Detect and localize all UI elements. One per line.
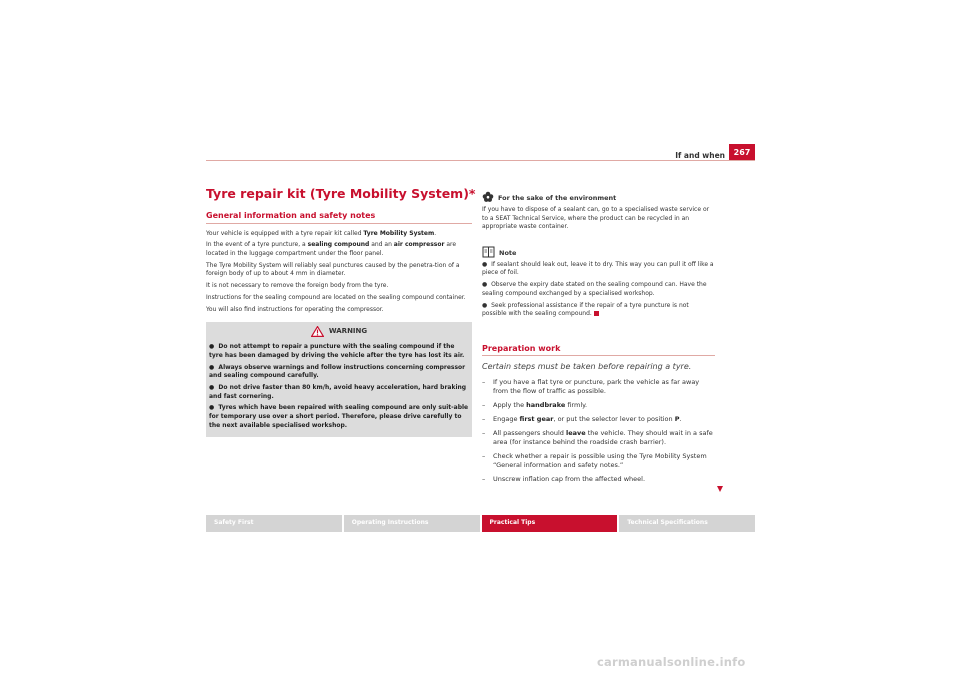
end-of-section-mark [594, 311, 599, 316]
section-subhead: Preparation work [482, 345, 715, 357]
warning-triangle-icon [311, 326, 324, 337]
step-item: – Check whether a repair is possible using the Tyre Mobility System “General information and safety notes.” [482, 451, 707, 469]
left-column [206, 212, 472, 437]
step-item: – Apply the handbrake firmly. [482, 400, 588, 409]
step-item: – Unscrew inflation cap from the affected wheel. [482, 474, 646, 483]
header-rule [206, 160, 755, 161]
warning-item: ● Always observe warnings and follow instructions concerning compressor and sealing compound carefully. [209, 363, 466, 380]
warning-heading [209, 326, 469, 337]
watermark: carmanualsonline.info [597, 655, 746, 669]
step-item: – If you have a flat tyre or puncture, park the vehicle as far away from the flow of traffic as possible. [482, 377, 700, 395]
paragraph: It is not necessary to remove the foreign body from the tyre. [206, 282, 389, 290]
environment-label: For the sake of the environment [498, 194, 617, 203]
footer-nav [206, 515, 755, 532]
note-label: Note [499, 249, 517, 258]
environment-heading [482, 191, 715, 203]
warning-item: ● Tyres which have been repaired with sealing compound are only suit-able for temporary use over a short period. Therefore, please drive carefully to the next available specialised workshop. [209, 404, 469, 429]
page-title: Tyre repair kit (Tyre Mobility System)* [206, 186, 476, 201]
step-item: – All passengers should leave the vehicle. They should wait in a safe area (for instance behind the roadside crash barrier). [482, 428, 713, 446]
warning-box [206, 322, 472, 437]
section-subhead: General information and safety notes [206, 212, 472, 224]
paragraph: Your vehicle is equipped with a tyre repair kit called Tyre Mobility System. [206, 229, 437, 237]
section-intro: Certain steps must be taken before repairing a tyre. [482, 362, 692, 372]
paragraph: In the event of a tyre puncture, a sealing compound and an air compressor are located in the luggage compartment under the floor panel. [206, 241, 457, 257]
preparation-section [482, 345, 715, 484]
warning-item: ● Do not drive faster than 80 km/h, avoid heavy acceleration, hard braking and fast cornering. [209, 384, 467, 400]
environment-flower-icon [482, 191, 494, 203]
page-number: 267 [729, 144, 755, 160]
environment-text: If you have to dispose of a sealant can, go to a specialised waste service or to a SEAT Technical Service, where the product can be recycled in an appropriate waste container. [482, 206, 710, 231]
note-item: ● Observe the expiry date stated on the sealing compound can. Have the sealing compound exchanged by a specialised workshop. [482, 281, 707, 297]
continue-arrow-icon [717, 486, 723, 492]
paragraph: The Tyre Mobility System will reliably seal punctures caused by the penetra-tion of a foreign body of up to about 4 mm in diameter. [206, 261, 460, 278]
footer-tab-technical-specifications[interactable]: Technical Specifications [619, 515, 755, 532]
note-heading [482, 246, 715, 258]
paragraph: You will also find instructions for operating the compressor. [206, 305, 384, 313]
paragraph: Instructions for the sealing compound are located on the sealing compound container. [206, 293, 466, 301]
note-item: ● If sealant should leak out, leave it to dry. This way you can pull it off like a piece of foil. [482, 260, 714, 277]
footer-tab-safety-first[interactable]: Safety First [206, 515, 342, 532]
footer-tab-practical-tips[interactable]: Practical Tips [482, 515, 618, 532]
step-item: – Engage first gear, or put the selector lever to position P. [482, 414, 682, 423]
header-section-title: If and when [675, 151, 725, 160]
right-column [482, 191, 715, 489]
warning-label: WARNING [328, 327, 368, 336]
note-item: ● Seek professional assistance if the repair of a tyre puncture is not possible with the sealing compound. [482, 301, 689, 318]
footer-tab-operating-instructions[interactable]: Operating Instructions [344, 515, 480, 532]
warning-item: ● Do not attempt to repair a puncture with the sealing compound if the tyre has been damaged by driving the vehicle after the tyre has lost its air. [209, 343, 465, 359]
note-book-icon [482, 246, 495, 258]
